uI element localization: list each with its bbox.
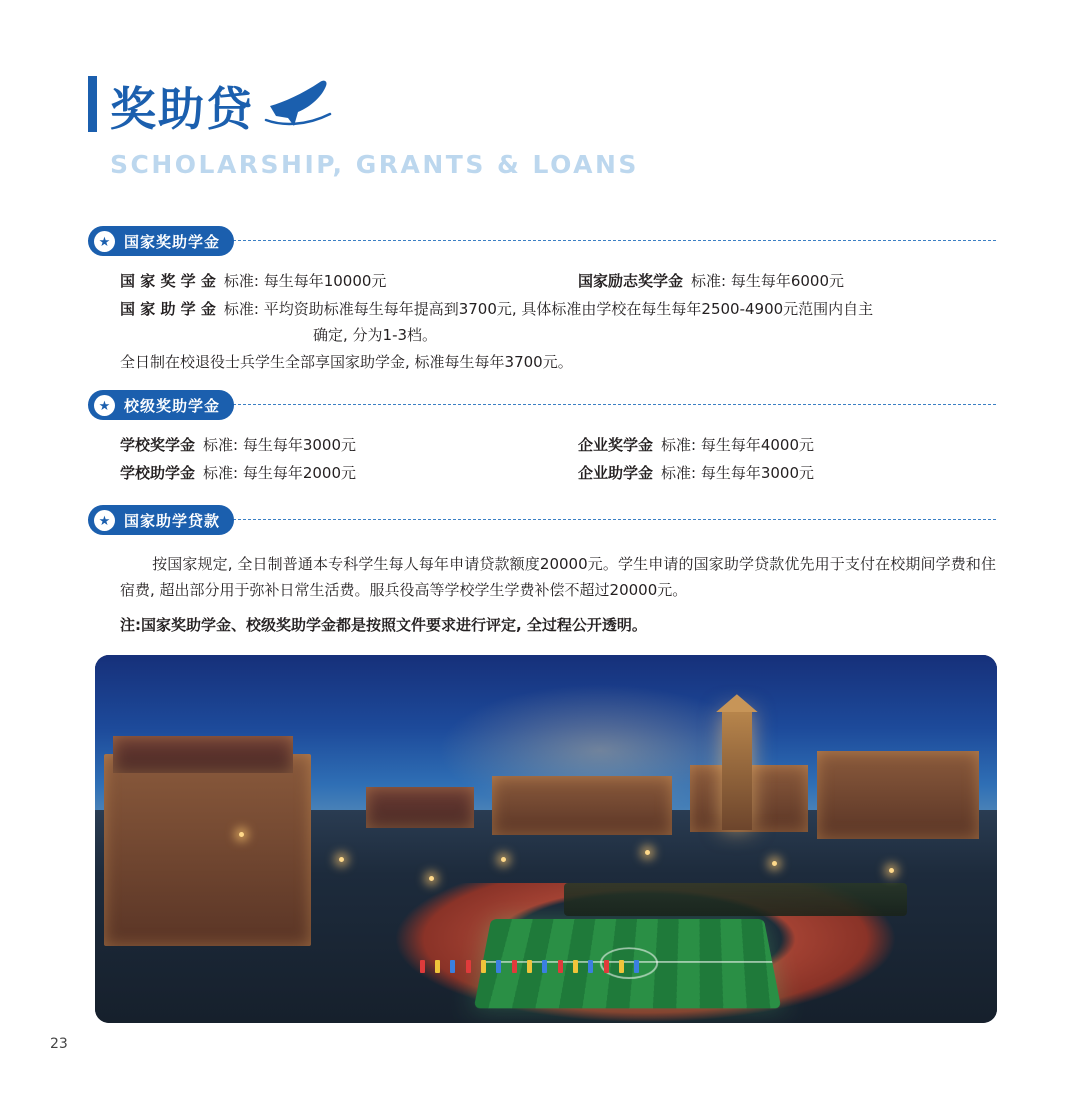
header-accent-bar — [88, 76, 97, 132]
item-name: 学校助学金 — [120, 464, 196, 482]
section-label: 国家助学贷款 — [124, 511, 221, 530]
photo-lamp — [339, 857, 344, 862]
section-header — [88, 226, 996, 256]
section-header — [88, 505, 996, 535]
section-header — [88, 390, 996, 420]
photo-flag-row — [420, 960, 727, 974]
list-item — [88, 270, 578, 291]
section-badge-national — [88, 226, 234, 256]
star-icon: ★ — [94, 231, 115, 252]
item-value: 标准: 每生每年4000元 — [661, 436, 815, 454]
list-item — [578, 462, 978, 483]
list-item — [578, 434, 978, 455]
section-body — [88, 434, 996, 490]
item-value: 标准: 每生每年6000元 — [691, 272, 845, 290]
header-title-row — [88, 70, 688, 136]
photo-flag — [435, 960, 440, 973]
photo-flag — [573, 960, 578, 973]
photo-flag — [527, 960, 532, 973]
star-icon: ★ — [94, 510, 115, 531]
page-header — [88, 70, 688, 179]
photo-clock-tower — [722, 710, 752, 830]
photo-crowd-area — [564, 883, 907, 916]
item-value: 标准: 每生每年3000元 — [203, 436, 357, 454]
row-group — [88, 434, 996, 490]
photo-flag — [634, 960, 639, 973]
photo-building-center — [492, 776, 672, 835]
row-group — [88, 270, 996, 298]
list-item-continuation: 确定, 分为1-3档。 — [313, 326, 438, 344]
photo-flag — [619, 960, 624, 973]
section-school — [88, 390, 996, 490]
item-name: 国家励志奖学金 — [578, 272, 684, 290]
photo-flag — [512, 960, 517, 973]
airplane-icon — [264, 76, 334, 130]
campus-night-photo — [95, 655, 997, 1023]
column-left — [88, 434, 578, 490]
page-number: 23 — [50, 1036, 68, 1052]
item-name: 国 家 助 学 金 — [120, 300, 216, 318]
page-title: 奖助贷 — [110, 82, 254, 136]
section-badge-school — [88, 390, 234, 420]
item-value: 标准: 每生每年2000元 — [203, 464, 357, 482]
photo-flag — [588, 960, 593, 973]
star-icon: ★ — [94, 395, 115, 416]
photo-flag — [542, 960, 547, 973]
photo-lamp — [429, 876, 434, 881]
item-value: 标准: 每生每年10000元 — [223, 272, 387, 290]
item-name: 国 家 奖 学 金 — [120, 272, 216, 290]
section-badge-loan — [88, 505, 234, 535]
list-item — [88, 462, 578, 483]
item-name: 学校奖学金 — [120, 436, 196, 454]
photo-building-left — [104, 754, 311, 945]
photo-lamp — [239, 832, 244, 837]
item-value: 标准: 平均资助标准每生每年提高到3700元, 具体标准由学校在每生每年2500-4900元范围内自主 — [223, 300, 874, 318]
photo-flag — [604, 960, 609, 973]
section-label: 国家奖助学金 — [124, 232, 221, 251]
loan-note: 注:国家奖助学金、校级奖助学金都是按照文件要求进行评定, 全过程公开透明。 — [120, 616, 647, 634]
item-value: 标准: 每生每年3000元 — [661, 464, 815, 482]
photo-flag — [496, 960, 501, 973]
page-subtitle: SCHOLARSHIP, GRANTS & LOANS — [110, 150, 639, 179]
column-right — [578, 434, 978, 490]
photo-flag — [450, 960, 455, 973]
photo-building-center-left — [366, 787, 474, 827]
photo-flag — [420, 960, 425, 973]
column-left — [88, 270, 578, 298]
list-item — [578, 270, 978, 291]
photo-lamp — [772, 861, 777, 866]
photo-flag — [558, 960, 563, 973]
section-national — [88, 226, 996, 375]
item-name: 企业助学金 — [578, 464, 654, 482]
photo-flag — [466, 960, 471, 973]
loan-paragraph — [88, 551, 996, 603]
paragraph-text: 按国家规定, 全日制普通本专科学生每人每年申请贷款额度20000元。学生申请的国家助学贷款优先用于支付在校期间学费和住宿费, 超出部分用于弥补日常生活费。服兵役高等学校学生学费补偿不超过20000元。 — [120, 555, 996, 599]
column-right — [578, 270, 978, 298]
section-loan — [88, 505, 996, 637]
list-item — [88, 298, 996, 320]
section-body — [88, 270, 996, 373]
section-label: 校级奖助学金 — [124, 396, 221, 415]
list-item — [88, 434, 578, 455]
item-name: 企业奖学金 — [578, 436, 654, 454]
photo-flag — [481, 960, 486, 973]
photo-building-right — [817, 751, 979, 839]
photo-building-left-roof — [113, 736, 293, 773]
section-note: 全日制在校退役士兵学生全部享国家助学金, 标准每生每年3700元。 — [120, 353, 573, 371]
